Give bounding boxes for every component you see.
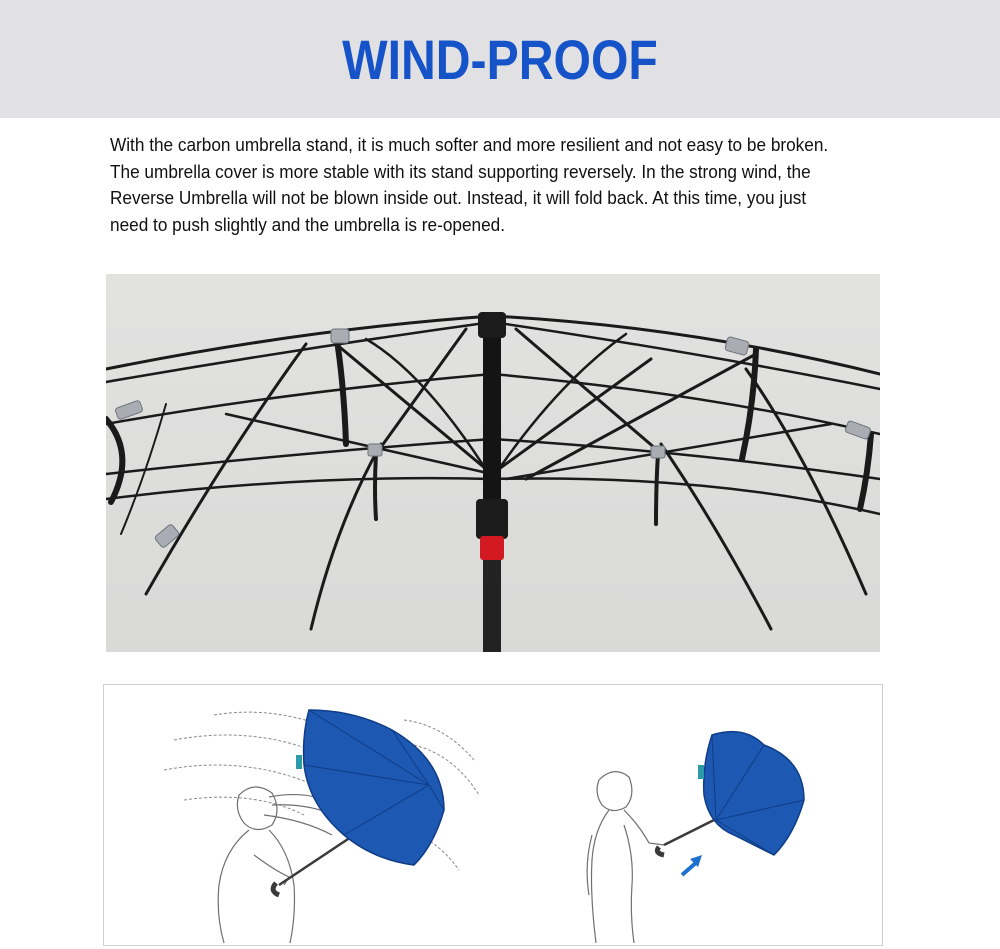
woman-umbrella-wind-icon bbox=[164, 710, 479, 943]
page-title: WIND-PROOF bbox=[342, 28, 658, 91]
description-line: With the carbon umbrella stand, it is much softer and more resilient and not easy to be broken. bbox=[110, 134, 829, 155]
description-text bbox=[110, 132, 854, 238]
umbrella-frame-photo bbox=[106, 274, 880, 652]
push-arrow-icon bbox=[682, 855, 702, 875]
description-line: Reverse Umbrella will not be blown inside out. Instead, it will fold back. At this time, you just bbox=[110, 187, 807, 208]
woman-umbrella-push-icon bbox=[587, 732, 804, 943]
description-line: The umbrella cover is more stable with its stand supporting reversely. In the strong wind, the bbox=[110, 160, 811, 182]
illustration-panel bbox=[103, 684, 883, 946]
illustration-drawing bbox=[104, 685, 882, 945]
description-line: need to push slightly and the umbrella is re-opened. bbox=[110, 213, 506, 235]
umbrella-frame-icon bbox=[106, 274, 880, 652]
